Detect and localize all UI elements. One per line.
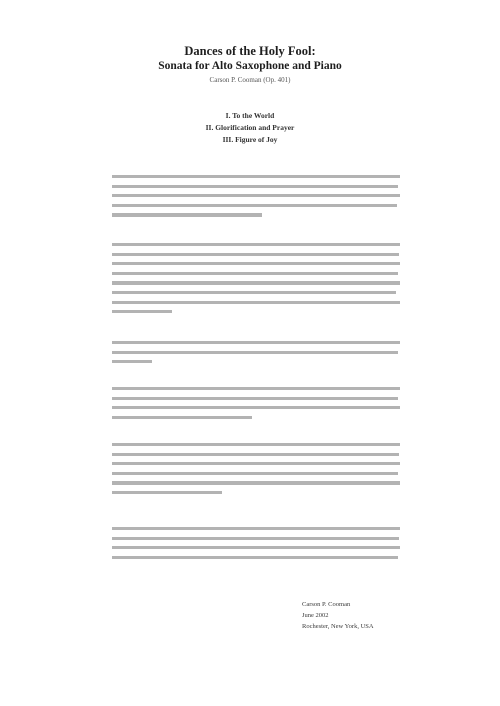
movement-2: II. Glorification and Prayer [205, 123, 295, 132]
document-subtitle: Sonata for Alto Saxophone and Piano [158, 60, 342, 72]
movement-1: I. To the World [225, 111, 275, 120]
paragraph-first-movement [112, 384, 400, 422]
paragraph-second-movement [112, 440, 400, 498]
signature-name: Carson P. Cooman [302, 601, 351, 608]
movement-3: III. Figure of Joy [222, 135, 278, 144]
paragraph-structure [112, 338, 400, 367]
paragraph-final-movement [112, 524, 400, 562]
signature-place: Rochester, New York, USA [302, 623, 374, 630]
document-title: Dances of the Holy Fool: [184, 44, 316, 58]
paragraph-dedication [112, 172, 400, 220]
paragraph-holy-fool [112, 240, 400, 317]
composer-line: Carson P. Cooman (Op. 401) [209, 76, 291, 84]
signature-date: June 2002 [302, 612, 329, 619]
